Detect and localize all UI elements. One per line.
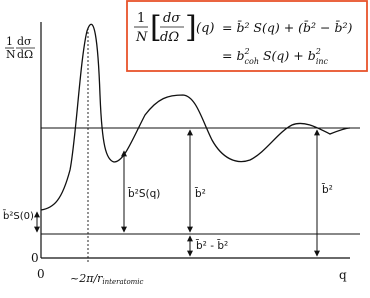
x-axis-label: q [339,268,347,282]
formula-right-bracket: ] [185,10,197,45]
y-label-one: 1 [6,35,13,48]
y-label-domega: dΩ [17,48,34,61]
formula-rhs-line1: = b̄² S(q) + (b̄² − b̄²) [222,20,353,35]
b2Sq-label: b̄²S(q) [128,188,161,200]
incoherent-label: b̄² - b̄² [196,240,229,252]
y-label-N: N [6,48,16,61]
y-label-dsigma: dσ [17,35,32,48]
formula-rhs-line2: = $b^2$ coh $S(q) + b^2$ inc [222,47,329,66]
formula-left-bracket: [ [150,10,162,45]
formula-one: 1 [137,11,146,26]
x-marker-label: ~2π/rinteratomic [70,272,144,286]
formula-box [127,1,367,71]
formula-N: N [136,30,148,45]
y-axis-label [5,35,35,61]
b2bar-mid-label: b̄² [195,188,206,200]
b2bar-right-label: b̄² [322,184,333,196]
x-tick-zero: 0 [37,267,45,281]
S0-label: b̄²S(0) [3,211,34,222]
formula-domega: dΩ [160,30,180,45]
y-tick-zero: 0 [31,251,39,265]
formula-dsigma: dσ [163,11,181,26]
formula-of-q: (q) [196,21,215,36]
